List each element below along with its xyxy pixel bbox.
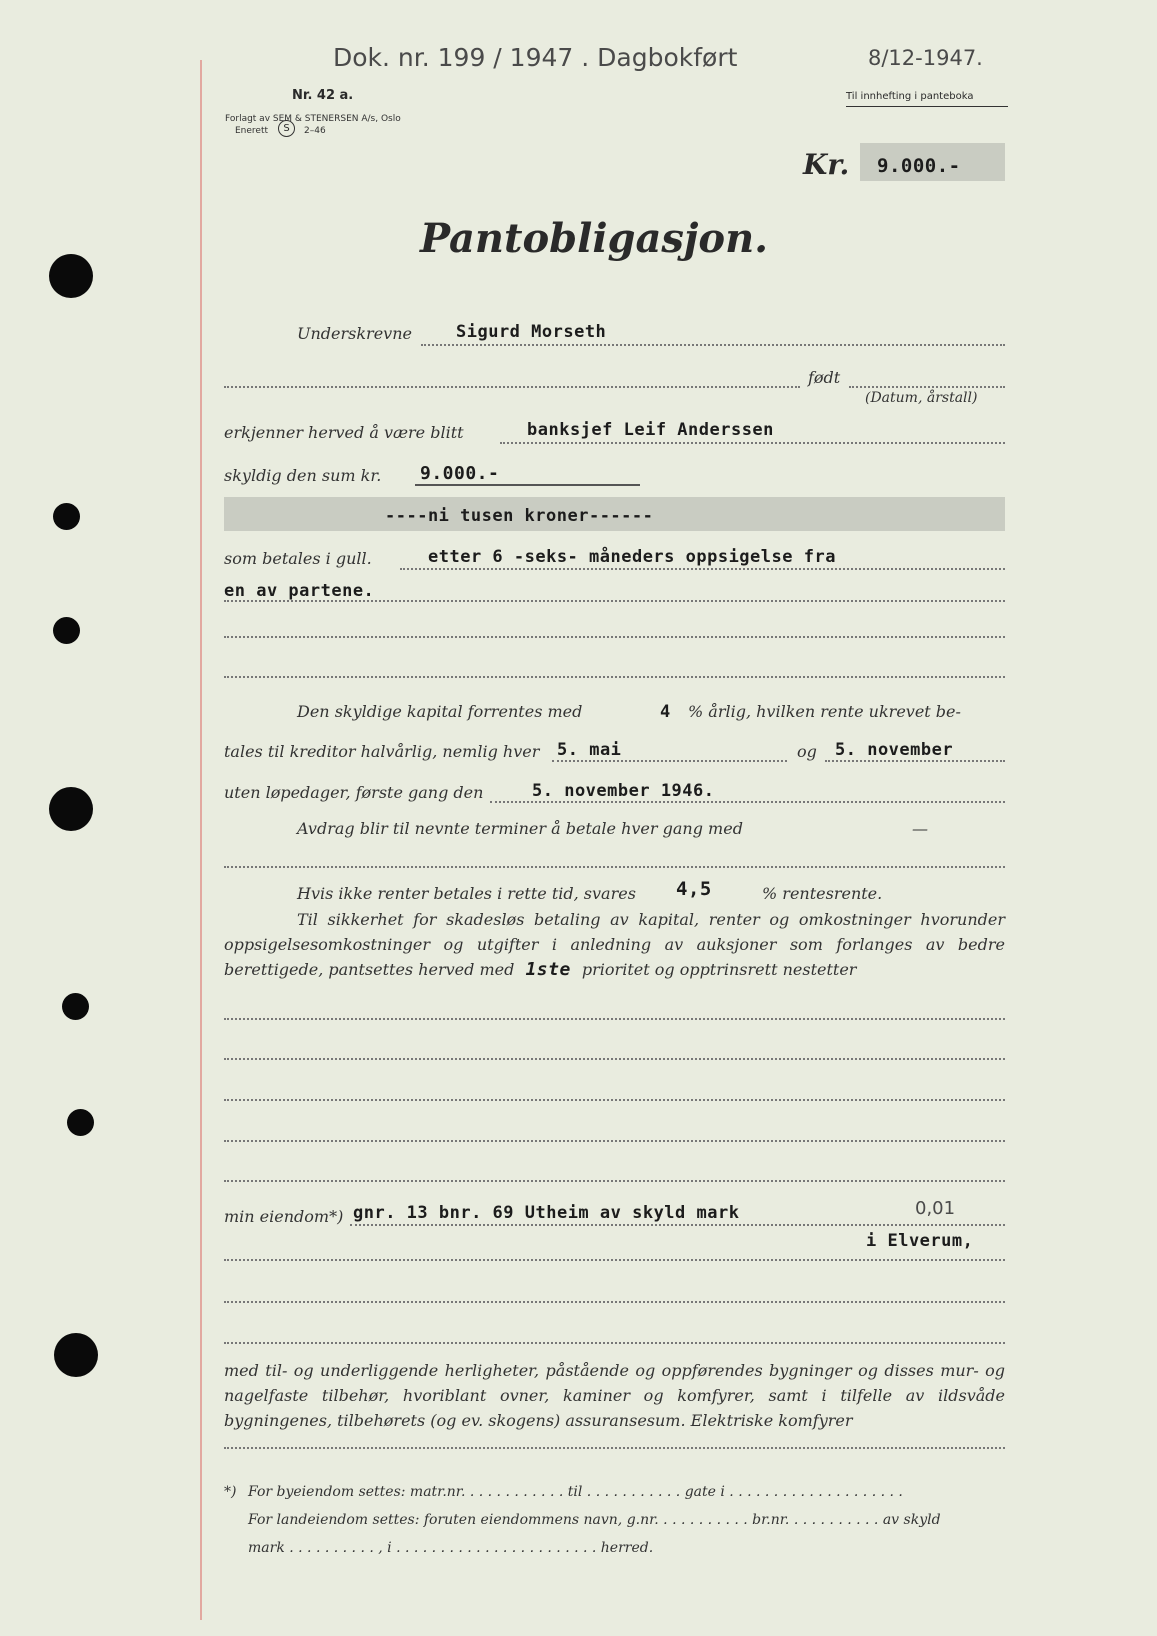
- undersigned-value: Sigurd Morseth: [456, 322, 607, 342]
- sum-words: ----ni tusen kroner------: [385, 506, 654, 526]
- priority-value: 1ste: [525, 959, 571, 980]
- payment-line: [400, 568, 1005, 570]
- interest-date-1: 5. mai: [557, 740, 622, 760]
- creditor-line: [500, 442, 1005, 444]
- interest-line-4: Avdrag blir til nevnte terminer å betale hver gang med: [297, 819, 743, 838]
- born-date-line: [849, 386, 1005, 388]
- form-number: Nr. 42 a.: [292, 88, 354, 103]
- blank-line: [224, 1018, 1005, 1020]
- filing-note-rule: [846, 106, 1008, 107]
- punch-hole: [53, 503, 80, 530]
- amount-prefix: Kr.: [803, 148, 850, 181]
- punch-hole: [49, 254, 93, 298]
- creditor-label: erkjenner herved å være blitt: [224, 423, 464, 442]
- payment-value: etter 6 -seks- måneders oppsigelse fra: [428, 547, 836, 567]
- date2-line: [825, 760, 1005, 762]
- publisher-line: Forlagt av SEM & STENERSEN A/s, Oslo: [225, 114, 401, 124]
- publisher-enerett: Enerett: [235, 126, 269, 136]
- blank-line: [224, 636, 1005, 638]
- amount-value: 9.000.-: [877, 155, 961, 177]
- punch-hole: [49, 787, 93, 831]
- blank-line: [224, 1342, 1005, 1344]
- undersigned-line: [421, 344, 1005, 346]
- interest-line-2: tales til kreditor halvårlig, nemlig hver: [224, 742, 540, 761]
- payment-value-2: en av partene.: [224, 581, 375, 601]
- property-value-2: i Elverum,: [866, 1231, 974, 1251]
- filing-note: Til innhefting i panteboka: [846, 91, 974, 102]
- interest-rate: 4: [660, 702, 671, 722]
- blank-line: [224, 1301, 1005, 1303]
- publisher-code: 2–46: [304, 126, 326, 136]
- date1-line: [552, 760, 787, 762]
- property-label: min eiendom*): [224, 1207, 344, 1226]
- interest-line-2b: og: [797, 742, 817, 761]
- undersigned-label: Underskrevne: [297, 324, 412, 343]
- document-title: Pantobligasjon.: [420, 215, 769, 262]
- footnote-line-1: For byeiendom settes: matr.nr. . . . . . . . . . . . til . . . . . . . . . . . gate i . . . . . . . . . . . . . . . . . . . .: [248, 1484, 903, 1500]
- payment-label: som betales i gull.: [224, 549, 372, 568]
- punch-hole: [67, 1109, 94, 1136]
- interest-first-date: 5. november 1946.: [532, 781, 715, 801]
- punch-hole: [54, 1333, 98, 1377]
- property-line: [350, 1224, 1005, 1226]
- penalty-rate: 4,5: [676, 878, 712, 900]
- creditor-value: banksjef Leif Anderssen: [527, 420, 774, 440]
- property-skyld: 0,01: [915, 1198, 956, 1219]
- margin-rule: [200, 60, 202, 1620]
- blank-line: [224, 676, 1005, 678]
- handwritten-reference: Dok. nr. 199 / 1947 . Dagbokført: [333, 43, 738, 72]
- sum-label: skyldig den sum kr.: [224, 466, 382, 485]
- interest-line-3: uten løpedager, første gang den: [224, 783, 484, 802]
- handwritten-date: 8/12-1947.: [868, 46, 983, 70]
- blank-line: [224, 1099, 1005, 1101]
- property-value: gnr. 13 bnr. 69 Utheim av skyld mark: [353, 1203, 740, 1223]
- blank-line: [224, 1259, 1005, 1261]
- security-text: Til sikkerhet for skadesløs betaling av kapital, renter og omkostninger hvorunder oppsigelsesomkostninger og utgifter i anledning av auksjoner som forlanges av bedre berettigede, pantsettes herved med 1ste prioritet og opptrinsrett nestetter: [224, 910, 1005, 980]
- interest-line-1b: % årlig, hvilken rente ukrevet be-: [688, 702, 961, 721]
- interest-line-5b: % rentesrente.: [762, 884, 883, 903]
- sum-line: [415, 484, 640, 486]
- punch-hole: [53, 617, 80, 644]
- born-hint: (Datum, årstall): [865, 390, 978, 406]
- interest-line-1: Den skyldige kapital forrentes med: [297, 702, 583, 721]
- footnote-marker: *): [224, 1484, 237, 1500]
- blank-line: [224, 1058, 1005, 1060]
- blank-line: [224, 866, 1005, 868]
- sum-value: 9.000.-: [420, 463, 500, 484]
- punch-hole: [62, 993, 89, 1020]
- born-label: født: [808, 368, 841, 387]
- footnote-line-2: For landeiendom settes: foruten eiendommens navn, g.nr. . . . . . . . . . . br.nr. . . . . . . . . . . av skyld: [248, 1512, 941, 1528]
- publisher-logo: S: [278, 120, 295, 137]
- born-line: [224, 386, 800, 388]
- interest-date-2: 5. november: [835, 740, 954, 760]
- blank-line: [224, 1447, 1005, 1449]
- appurtenances-text: med til- og underliggende herligheter, påstående og oppførendes bygninger og disses mur- og nagelfaste tilbehør, hvoriblant ovner, kaminer og komfyrer, samt i tilfelle av ildsvåde bygningenes, tilbehørets (og ev. skogens) assuransesum. Elektriske komfyrer: [224, 1361, 1005, 1430]
- interest-line-5: Hvis ikke renter betales i rette tid, svares: [297, 884, 636, 903]
- blank-line: [224, 1180, 1005, 1182]
- footnote-line-3: mark . . . . . . . . . . , i . . . . . . . . . . . . . . . . . . . . . . . herred.: [248, 1540, 654, 1556]
- blank-line: [224, 1140, 1005, 1142]
- first-date-line: [490, 801, 1005, 803]
- installment-value: —: [912, 819, 928, 838]
